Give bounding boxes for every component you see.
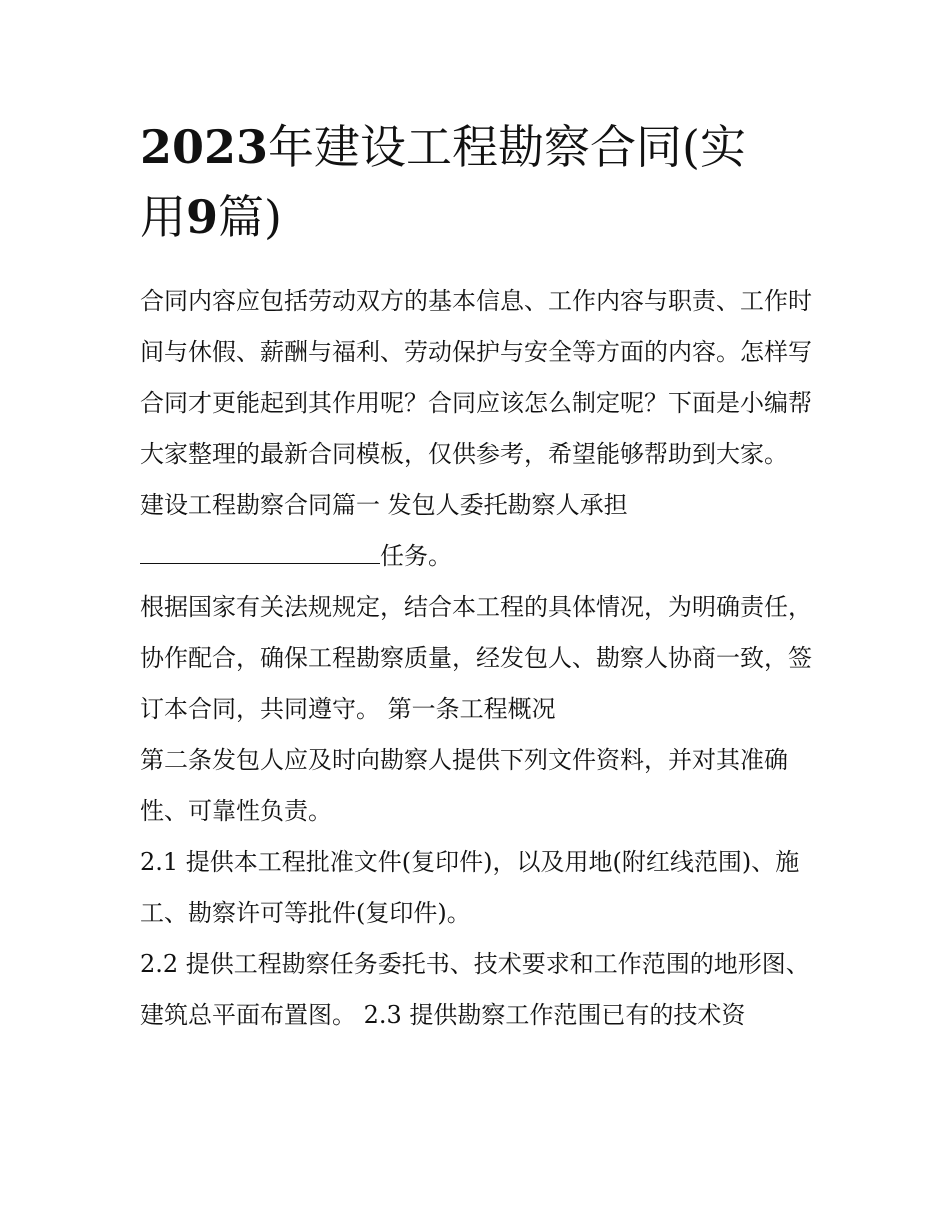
title-year: 2023	[140, 120, 269, 174]
article-one-suffix: 任务。	[380, 542, 452, 570]
document-content	[140, 112, 812, 1041]
contract-article-one	[140, 480, 812, 582]
fill-in-blank	[140, 539, 380, 564]
clause-2-2-paragraph: 2.2 提供工程勘察任务委托书、技术要求和工作范围的地形图、建筑总平面布置图。 2.3 提供勘察工作范围已有的技术资	[140, 950, 810, 1029]
title-text-line2-post: 篇)	[218, 190, 282, 244]
intro-paragraph: 合同内容应包括劳动双方的基本信息、工作内容与职责、工作时间与休假、薪酬与福利、劳动保护与安全等方面的内容。怎样写合同才更能起到其作用呢？合同应该怎么制定呢？下面是小编帮大家整理的最新合同模板，仅供参考，希望能够帮助到大家。	[140, 287, 812, 468]
title-number: 9	[186, 190, 219, 244]
document-title	[140, 112, 812, 252]
clause-2-1-paragraph: 2.1 提供本工程批准文件(复印件)，以及用地(附红线范围)、施工、勘察许可等批件(复印件)。	[140, 848, 800, 927]
article-two-paragraph: 第二条发包人应及时向勘察人提供下列文件资料，并对其准确性、可靠性负责。	[140, 746, 788, 825]
contract-preamble-paragraph: 根据国家有关法规规定，结合本工程的具体情况，为明确责任，协作配合，确保工程勘察质量，经发包人、勘察人协商一致，签订本合同，共同遵守。 第一条工程概况	[140, 593, 812, 723]
article-one-text: 建设工程勘察合同篇一 发包人委托勘察人承担	[140, 491, 628, 519]
title-text-line1: 年建设工程勘察合同(实	[268, 120, 746, 174]
title-text-line2-pre: 用	[140, 190, 186, 244]
